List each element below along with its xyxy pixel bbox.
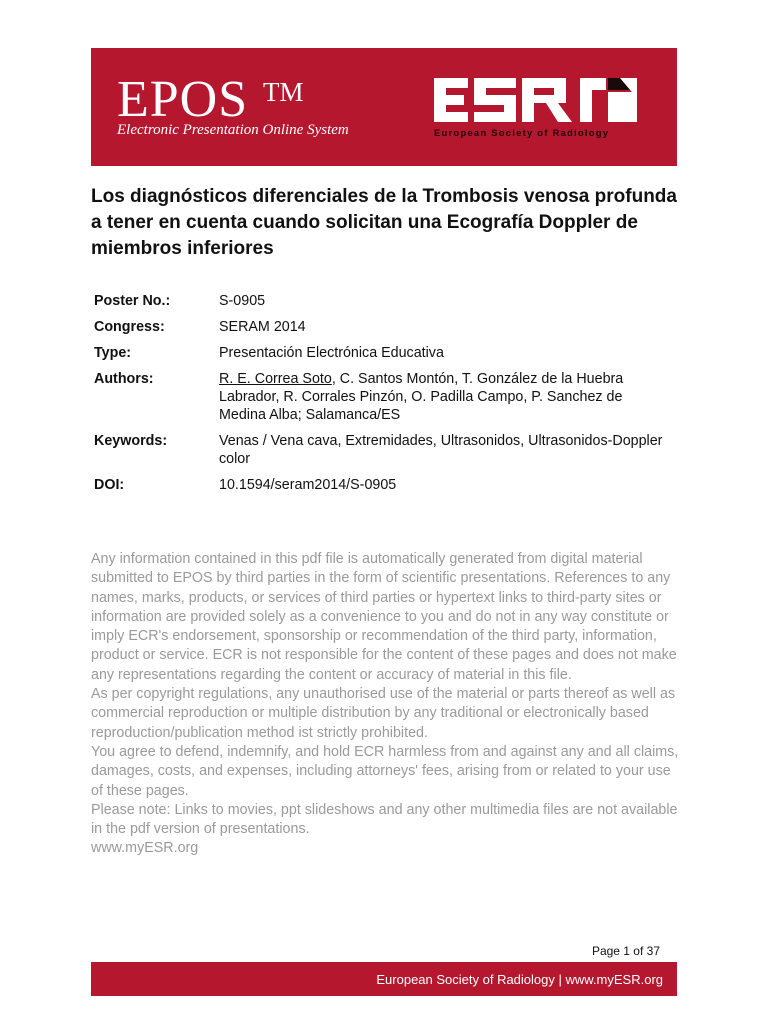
congress-value: SERAM 2014 (219, 319, 306, 335)
meta-row-authors (94, 370, 664, 424)
other-authors: , C. Santos Montón, T. González de la Huebra Labrador, R. Corrales Pinzón, O. Padilla Campo, P. Sanchez de Medina Alba; Salamanca/ES (219, 371, 624, 423)
indemnity-paragraph: You agree to defend, indemnify, and hold ECR harmless from and against any and all claims, damages, costs, and expenses, including attorneys' fees, arising from or related to your use of these pages. (91, 743, 679, 799)
meta-row-doi (94, 476, 664, 494)
meta-row-keywords (94, 432, 664, 468)
meta-row-type (94, 344, 664, 362)
poster-metadata (94, 292, 664, 502)
doi-value: 10.1594/seram2014/S-0905 (219, 477, 397, 493)
type-value: Presentación Electrónica Educativa (219, 345, 444, 361)
epos-trademark: TM (263, 77, 304, 107)
congress-label: Congress: (94, 319, 165, 335)
esr-logo (434, 78, 637, 122)
first-author-link[interactable]: R. E. Correa Soto (219, 371, 332, 387)
poster-no-value: S-0905 (219, 293, 266, 309)
meta-row-poster-no (94, 292, 664, 310)
esr-caption: European Society of Radiology (434, 128, 610, 139)
myesr-link[interactable]: www.myESR.org (91, 840, 199, 857)
document-title: Los diagnósticos diferenciales de la Trombosis venosa profunda a tener en cuenta cuando solicitan una Ecografía Doppler de miembros inferiores (91, 186, 677, 259)
copyright-paragraph: As per copyright regulations, any unauthorised use of the material or parts thereof as well as commercial reproduction or multiple distribution by any traditional or electronically based reproduction/publication method ist strictly prohibited. (91, 686, 676, 741)
doi-label: DOI: (94, 477, 125, 493)
footer-banner (91, 962, 677, 996)
authors-value (219, 370, 664, 424)
disclaimer-paragraph: Any information contained in this pdf file is automatically generated from digital material submitted to EPOS by third parties in the form of scientific presentations. References to any names, marks, products, or services of third parties or hypertext links to third-party sites or information are provided solely as a convenience to you and do not in any way constitute or imply ECR's endorsement, sponsorship or recommendation of the third party, information, product or service. ECR is not responsible for the content of these pages and does not make any representations regarding the content or accuracy of material in this file. (91, 551, 677, 683)
page-number: Page 1 of 37 (591, 944, 660, 958)
disclaimer-text (91, 550, 681, 859)
keywords-label: Keywords: (94, 433, 168, 449)
meta-row-congress (94, 318, 664, 336)
epos-header-banner (91, 48, 677, 166)
epos-logo-word: EPOS (117, 71, 249, 128)
footer-text: European Society of Radiology | www.myESR.org (376, 972, 663, 987)
authors-label: Authors: (94, 371, 154, 387)
keywords-value: Venas / Vena cava, Extremidades, Ultrasonidos, Ultrasonidos-Doppler color (219, 433, 663, 467)
multimedia-note: Please note: Links to movies, ppt slideshows and any other multimedia files are not available in the pdf version of presentations. (91, 801, 678, 838)
type-label: Type: (94, 345, 132, 361)
epos-subtitle: Electronic Presentation Online System (117, 122, 349, 138)
poster-no-label: Poster No.: (94, 293, 171, 309)
